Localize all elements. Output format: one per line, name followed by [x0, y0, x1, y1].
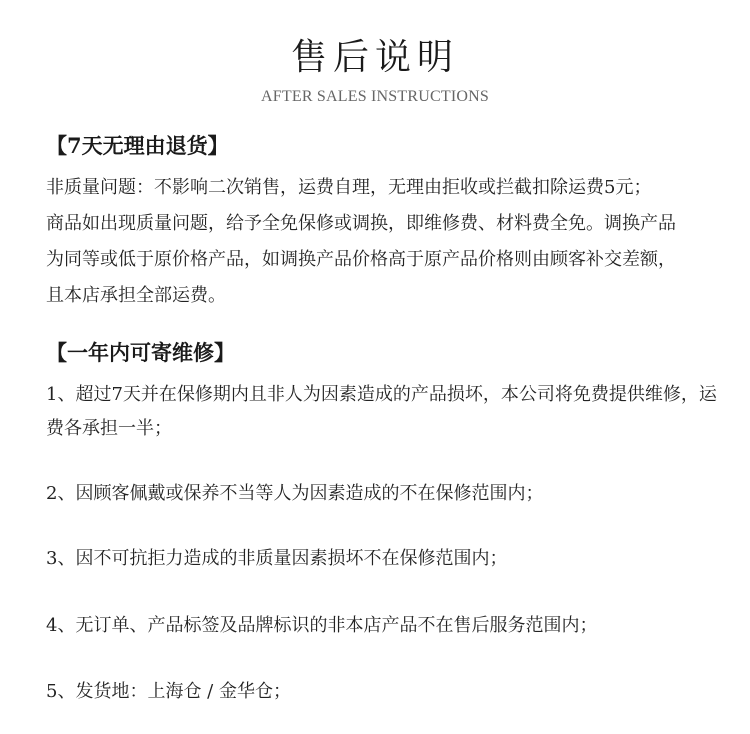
- warranty-item: 2、因顾客佩戴或保养不当等人为因素造成的不在保修范围内；: [46, 483, 544, 504]
- return-policy-heading: 【7天无理由退货】: [46, 133, 229, 158]
- warranty-item: 4、无订单、产品标签及品牌标识的非本店产品不在售后服务范围内；: [46, 615, 598, 636]
- page-title: 售后说明: [290, 37, 459, 78]
- return-policy-body: [46, 170, 726, 314]
- warranty-item: 1、超过7天并在保修期内且非人为因素造成的产品损坏，本公司将免费提供维修，运费各承担一半；: [46, 384, 717, 439]
- return-policy-line: 非质量问题：不影响二次销售，运费自理，无理由拒收或拦截扣除运费5元；: [46, 177, 652, 198]
- return-policy-section: [46, 131, 726, 161]
- return-policy-line: 为同等或低于原价格产品，如调换产品价格高于原产品价格则由顾客补交差额，: [46, 249, 676, 270]
- return-policy-line: 且本店承担全部运费。: [46, 285, 226, 306]
- warranty-section: [46, 338, 726, 368]
- return-policy-line: 商品如出现质量问题，给予全免保修或调换，即维修费、材料费全免。调换产品: [46, 213, 676, 234]
- warranty-heading: 【一年内可寄维修】: [46, 340, 235, 365]
- warranty-item: 3、因不可抗拒力造成的非质量因素损坏不在保修范围内；: [46, 548, 508, 569]
- page-subtitle: AFTER SALES INSTRUCTIONS: [261, 88, 489, 105]
- warranty-item: 5、发货地：上海仓 / 金华仓；: [46, 681, 291, 702]
